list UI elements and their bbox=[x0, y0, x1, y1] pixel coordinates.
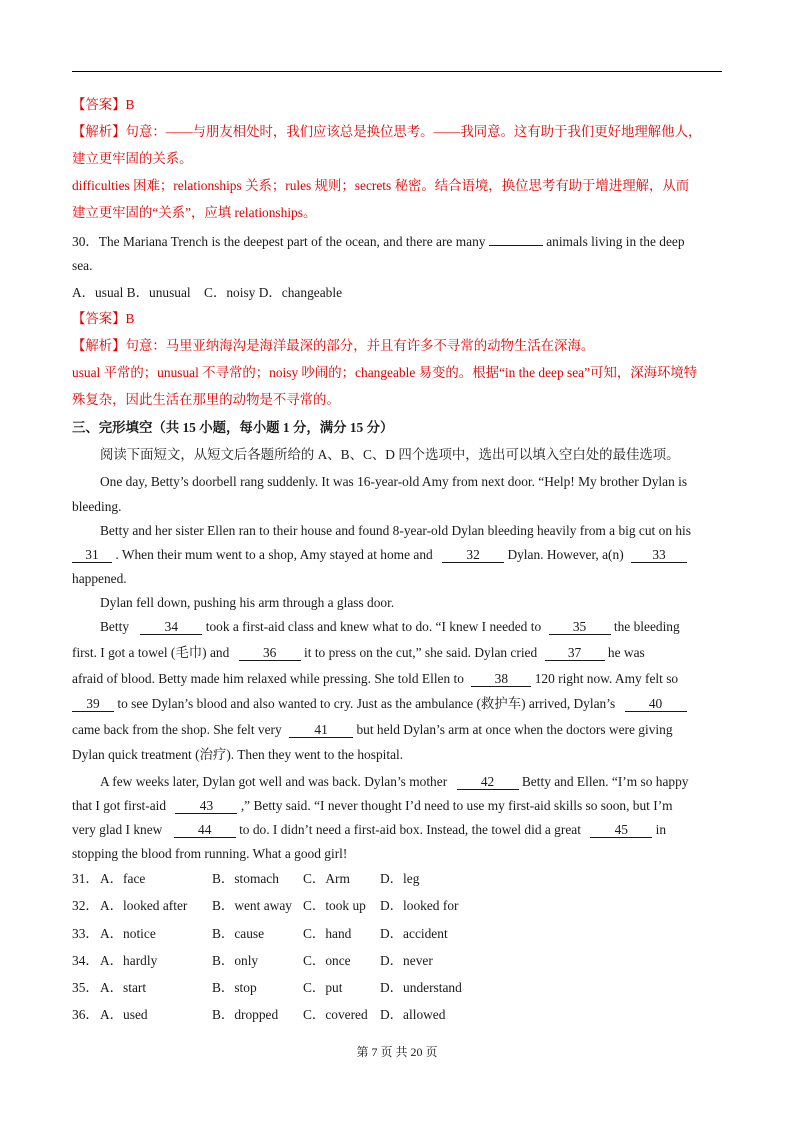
option-d: D．never bbox=[380, 953, 433, 968]
blank-40: 40 bbox=[625, 697, 687, 712]
blank-42: 42 bbox=[457, 775, 519, 790]
q30-blank bbox=[489, 231, 543, 246]
passage-line bbox=[72, 670, 678, 688]
blank-39: 39 bbox=[72, 697, 114, 712]
passage-text: very glad I knew bbox=[72, 822, 163, 837]
blank-38: 38 bbox=[471, 672, 531, 687]
passage-text: ,” Betty said. “I never thought I’d need to use my first-aid skills so soon, but I’m bbox=[240, 798, 673, 813]
option-number: 35． bbox=[72, 980, 99, 995]
option-d: D．looked for bbox=[380, 898, 459, 913]
passage-line bbox=[72, 546, 687, 564]
q29-analysis-line: 建立更牢固的关系。 bbox=[72, 151, 193, 166]
option-a: A．used bbox=[100, 1007, 148, 1022]
passage-text: the bleeding bbox=[613, 619, 680, 634]
q30-stem-part: animals living in the deep bbox=[546, 234, 685, 249]
option-c: C．put bbox=[303, 980, 343, 995]
section-instruction: 阅读下面短文，从短文后各题所给的 A、B、C、D 四个选项中，选出可以填入空白处的最佳选项。 bbox=[100, 447, 680, 462]
option-b: B．went away bbox=[212, 898, 292, 913]
section-title: 三、完形填空（共 15 小题，每小题 1 分，满分 15 分） bbox=[72, 420, 394, 435]
option-a: A．start bbox=[100, 980, 147, 995]
passage-line: Dylan fell down, pushing his arm through a glass door. bbox=[100, 595, 395, 610]
option-a: A．face bbox=[100, 871, 146, 886]
passage-text: first. I got a towel (毛巾) and bbox=[72, 645, 230, 660]
q29-analysis-line: 建立更牢固的“关系”，应填 relationships。 bbox=[72, 205, 317, 220]
option-c: C．covered bbox=[303, 1007, 368, 1022]
passage-text: A few weeks later, Dylan got well and was back. Dylan’s mother bbox=[100, 774, 448, 789]
passage-text: in bbox=[655, 822, 667, 837]
option-a: A．hardly bbox=[100, 953, 158, 968]
passage-line bbox=[72, 821, 666, 839]
option-number: 34． bbox=[72, 953, 99, 968]
q30-options: A．usual B．unusual C．noisy D．changeable bbox=[72, 285, 343, 300]
passage-text: but held Dylan’s arm at once when the doctors were giving bbox=[356, 722, 673, 737]
passage-text: took a first-aid class and knew what to do. “I knew I needed to bbox=[205, 619, 542, 634]
blank-43: 43 bbox=[175, 799, 237, 814]
option-number: 31． bbox=[72, 871, 99, 886]
q29-answer: 【答案】B bbox=[72, 97, 135, 112]
passage-line bbox=[72, 797, 673, 815]
blank-37: 37 bbox=[545, 646, 605, 661]
passage-text: 120 right now. Amy felt so bbox=[534, 671, 679, 686]
option-d: D．allowed bbox=[380, 1007, 446, 1022]
passage-text: Dylan. However, a(n) bbox=[507, 547, 624, 562]
option-d: D．accident bbox=[380, 926, 448, 941]
blank-36: 36 bbox=[239, 646, 301, 661]
q29-analysis-line: difficulties 困难；relationships 关系；rules 规则；secrets 秘密。结合语境，换位思考有助于增进理解，从而 bbox=[72, 178, 690, 193]
passage-text: afraid of blood. Betty made him relaxed while pressing. She told Ellen to bbox=[72, 671, 464, 686]
option-a: A．looked after bbox=[100, 898, 188, 913]
blank-31: 31 bbox=[72, 548, 112, 563]
option-b: B．only bbox=[212, 953, 259, 968]
option-c: C．once bbox=[303, 953, 351, 968]
passage-text: . When their mum went to a shop, Amy stayed at home and bbox=[115, 547, 433, 562]
blank-44: 44 bbox=[174, 823, 236, 838]
blank-45: 45 bbox=[590, 823, 652, 838]
passage-text: to do. I didn’t need a first-aid box. Instead, the towel did a great bbox=[239, 822, 581, 837]
q30-answer: 【答案】B bbox=[72, 311, 135, 326]
option-c: C．hand bbox=[303, 926, 352, 941]
q30-analysis-line: usual 平常的；unusual 不寻常的；noisy 吵闹的；changeable 易变的。根据“in the deep sea”可知，深海环境特 bbox=[72, 365, 698, 380]
passage-text: to see Dylan’s blood and also wanted to cry. Just as the ambulance (救护车) arrived, Dylan’s bbox=[117, 696, 616, 711]
passage-line: stopping the blood from running. What a good girl! bbox=[72, 846, 348, 861]
option-d: D．leg bbox=[380, 871, 420, 886]
passage-line: bleeding. bbox=[72, 499, 122, 514]
option-d: D．understand bbox=[380, 980, 462, 995]
option-b: B．cause bbox=[212, 926, 265, 941]
q29-analysis-line: 【解析】句意：——与朋友相处时，我们应该总是换位思考。——我同意。这有助于我们更好地理解他人， bbox=[72, 124, 702, 139]
passage-text: Betty bbox=[100, 619, 130, 634]
passage-line bbox=[72, 644, 645, 662]
blank-35: 35 bbox=[549, 620, 611, 635]
option-c: C．Arm bbox=[303, 871, 350, 886]
passage-line: One day, Betty’s doorbell rang suddenly. It was 16-year-old Amy from next door. “Help! My brother Dylan is bbox=[100, 474, 688, 489]
option-b: B．dropped bbox=[212, 1007, 279, 1022]
passage-text: came back from the shop. She felt very bbox=[72, 722, 282, 737]
q30-stem-end: sea. bbox=[72, 258, 93, 273]
passage-line bbox=[100, 773, 688, 791]
option-a: A．notice bbox=[100, 926, 156, 941]
blank-34: 34 bbox=[140, 620, 202, 635]
passage-line: Dylan quick treatment (治疗). Then they went to the hospital. bbox=[72, 747, 404, 762]
passage-line bbox=[72, 695, 687, 713]
header-rule bbox=[72, 71, 722, 72]
blank-32: 32 bbox=[442, 548, 504, 563]
passage-text: Betty and Ellen. “I’m so happy bbox=[521, 774, 689, 789]
page-number: 第 7 页 共 20 页 bbox=[356, 1045, 438, 1059]
option-b: B．stomach bbox=[212, 871, 279, 886]
option-c: C．took up bbox=[303, 898, 366, 913]
passage-line: Betty and her sister Ellen ran to their house and found 8-year-old Dylan bleeding heavily from a big cut on his bbox=[100, 523, 691, 538]
blank-41: 41 bbox=[289, 723, 353, 738]
option-number: 32． bbox=[72, 898, 99, 913]
passage-line: happened. bbox=[72, 571, 127, 586]
option-number: 36． bbox=[72, 1007, 99, 1022]
passage-text: it to press on the cut,” she said. Dylan cried bbox=[304, 645, 538, 660]
q30-analysis-line: 殊复杂，因此生活在那里的动物是不寻常的。 bbox=[72, 392, 340, 407]
passage-text: he was bbox=[607, 645, 645, 660]
passage-text: that I got first-aid bbox=[72, 798, 167, 813]
option-b: B．stop bbox=[212, 980, 257, 995]
q30-stem bbox=[72, 231, 685, 251]
q30-stem-part: 30．The Mariana Trench is the deepest part of the ocean, and there are many bbox=[72, 234, 486, 249]
option-number: 33． bbox=[72, 926, 99, 941]
passage-line bbox=[100, 618, 680, 636]
passage-line bbox=[72, 721, 673, 739]
q30-analysis-line: 【解析】句意：马里亚纳海沟是海洋最深的部分，并且有许多不寻常的动物生活在深海。 bbox=[72, 338, 595, 353]
blank-33: 33 bbox=[631, 548, 687, 563]
